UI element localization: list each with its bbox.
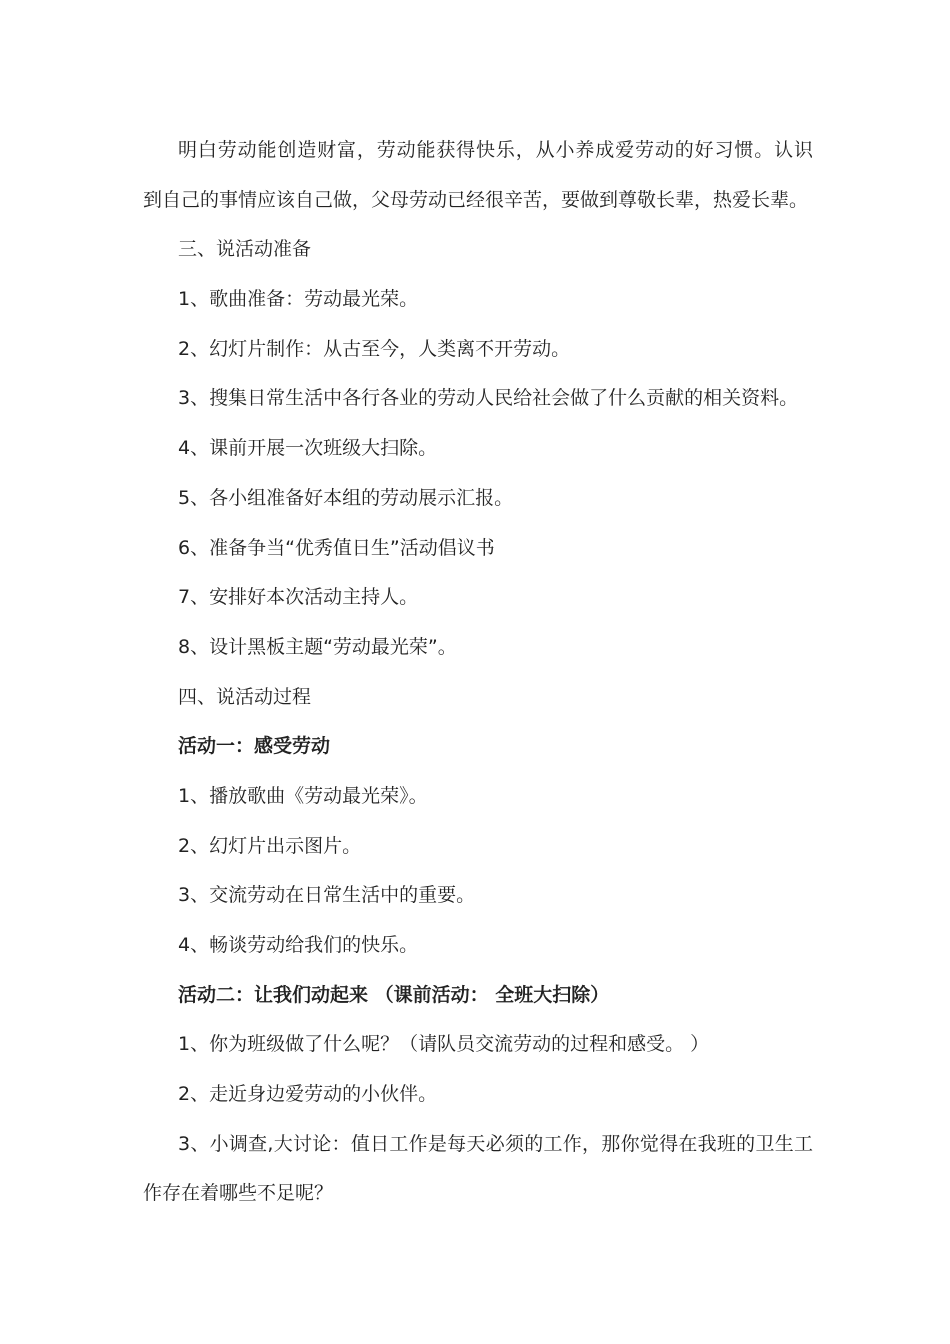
list-item: 3、小调查,大讨论：值日工作是每天必须的工作，那你觉得在我班的卫生工: [178, 1132, 813, 1155]
section-heading-process: 四、说活动过程: [178, 685, 312, 708]
list-item: 1、播放歌曲《劳动最光荣》。: [178, 784, 428, 807]
list-item: 1、你为班级做了什么呢？（请队员交流劳动的过程和感受。 ）: [178, 1033, 710, 1056]
list-item: 2、幻灯片制作：从古至今，人类离不开劳动。: [178, 337, 571, 360]
paragraph-goal-line-1: 明白劳动能创造财富，劳动能获得快乐，从小养成爱劳动的好习惯。认识: [178, 139, 813, 161]
list-item-continuation: 作存在着哪些不足呢？: [143, 1182, 334, 1205]
section-heading-preparation: 三、说活动准备: [178, 238, 312, 261]
list-item: 8、设计黑板主题“劳动最光荣”。: [178, 635, 457, 658]
list-item: 2、走近身边爱劳动的小伙伴。: [178, 1083, 438, 1106]
list-item: 4、课前开展一次班级大扫除。: [178, 437, 438, 460]
list-item: 5、各小组准备好本组的劳动展示汇报。: [178, 486, 514, 509]
list-item: 3、交流劳动在日常生活中的重要。: [178, 884, 476, 907]
list-item: 7、安排好本次活动主持人。: [178, 586, 419, 609]
list-item: 4、畅谈劳动给我们的快乐。: [178, 934, 419, 956]
document-body: [143, 126, 813, 1219]
paragraph-goal-line-2: 到自己的事情应该自己做，父母劳动已经很辛苦，要做到尊敬长辈，热爱长辈。: [143, 188, 809, 211]
list-item: 2、幻灯片出示图片。: [178, 834, 362, 857]
activity-heading-two: 活动二：让我们动起来 （课前活动： 全班大扫除）: [178, 983, 610, 1006]
list-item: 3、搜集日常生活中各行各业的劳动人民给社会做了什么贡献的相关资料。: [178, 387, 799, 410]
list-item: 6、准备争当“优秀值日生”活动倡议书: [178, 536, 495, 559]
list-item: 1、歌曲准备：劳动最光荣。: [178, 288, 419, 311]
activity-heading-one: 活动一：感受劳动: [178, 735, 331, 758]
